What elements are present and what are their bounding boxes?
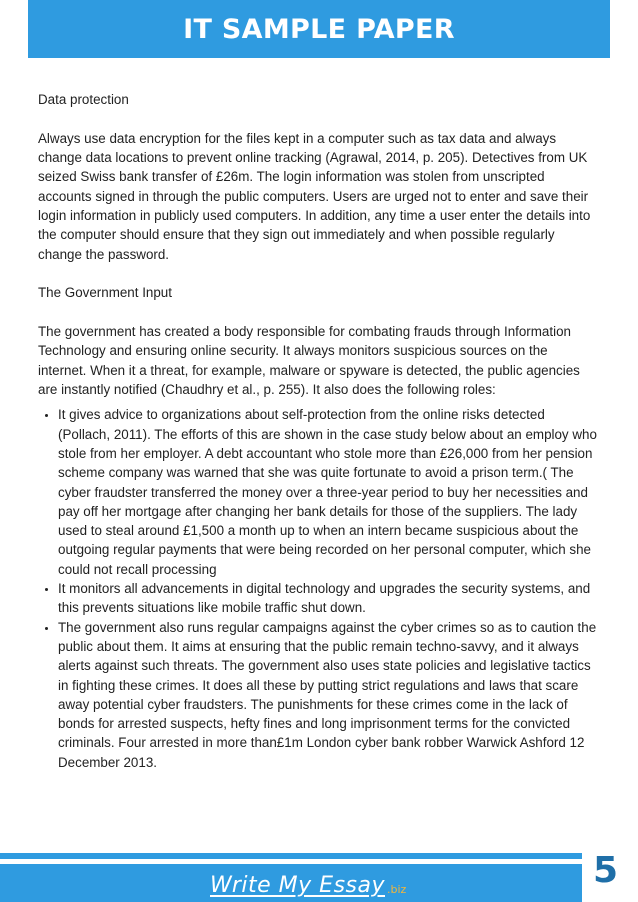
page-number: 5 (592, 850, 618, 891)
section-heading-government-input: The Government Input (38, 285, 172, 301)
page-header (28, 0, 610, 58)
list-item: • It monitors all advancements in digital technology and upgrades the security systems, and this prevents situations like mobile traffic shut down. (58, 579, 598, 618)
logo-suffix: .biz (387, 883, 407, 896)
paragraph-data-protection: Always use data encryption for the files kept in a computer such as tax data and always change data locations to prevent online tracking (Agrawal, 2014, p. 205). Detectives from UK seized Swiss bank transfer of £26m. The login information was stolen from unscripted accounts signed in through the public computers. Users are urged not to enter and save their login information in publicly used computers. In addition, any time a user enter the details into the computer should ensure that they sign out immediately and when possible regularly change the password. (38, 130, 591, 262)
roles-list (38, 405, 598, 772)
list-item: • It gives advice to organizations about self-protection from the online risks detected (Pollach, 2011). The efforts of this are shown in the case study below about an employ who stole from her employer. A debt accountant who stole more than £26,000 from her pension scheme company was warned that she was quite fortunate to avoid a prison term.( The cyber fraudster transferred the money over a three-year period to buy her necessities and pay off her mortgage after changing her bank details for those of the suppliers. The lady used to steal around £1,500 a month up to when an intern became suspicious about the outgoing regular payments that were being recorded on her personal computer, which she could not recall processing (58, 405, 598, 579)
document-body (38, 90, 598, 772)
logo-text: Write My Essay (210, 873, 385, 898)
header-title: IT SAMPLE PAPER (183, 13, 455, 45)
list-item: • The government also runs regular campaigns against the cyber crimes so as to caution the public about them. It aims at ensuring that the public remain techno-savvy, and it always alerts against such threats. The government also uses state policies and legislative tactics in fighting these crimes. It does all these by putting strict regulations and laws that scare away potential cyber fraudsters. The punishments for these crimes come in the lack of bonds for arrested suspects, hefty fines and long imprisonment terms for the convicted criminals. Four arrested in more than£1m London cyber bank robber Warwick Ashford 12 December 2013. (58, 618, 598, 772)
brand-logo[interactable] (210, 858, 406, 898)
section-heading-data-protection: Data protection (38, 92, 129, 107)
paragraph-government-input: The government has created a body responsible for combating frauds through Information Technology and ensuring online security. It always monitors suspicious sources on the internet. When it a threat, for example, malware or spyware is detected, the public agencies are instantly notified (Chaudhry et al., p. 255). It also does the following roles: (38, 324, 580, 398)
